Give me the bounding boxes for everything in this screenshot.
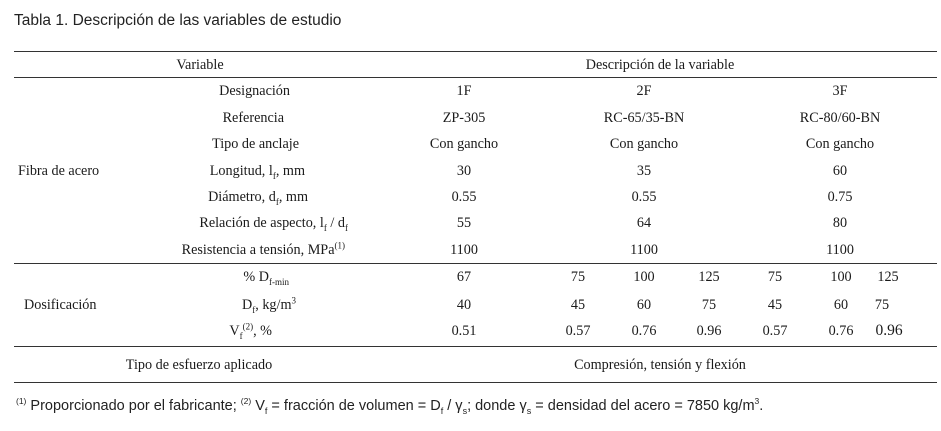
cell-vf-1F: 0.51: [451, 323, 477, 339]
cell-relacion-3: 80: [832, 215, 848, 231]
row-pct-dfmin-label: % $D_{f-min}$: [243, 269, 289, 287]
cell-designacion-3: 3F: [832, 83, 848, 99]
dosage-rule: [14, 346, 937, 347]
cell-pct-2F-c: 125: [698, 269, 720, 285]
header-rule: [14, 77, 937, 78]
row-resistencia-label: Resistencia a tensión, MPa$^{(1)}$: [181, 240, 345, 258]
cell-diametro-3: 0.75: [827, 189, 853, 205]
cell-longitud-1: 30: [456, 163, 472, 179]
cell-diametro-2: 0.55: [631, 189, 657, 205]
cell-df-2F-b: 60: [636, 297, 652, 313]
bottom-rule: [14, 382, 937, 383]
cell-vf-3F-a: 0.57: [762, 323, 788, 339]
group-fibra-label: Fibra de acero: [18, 163, 100, 179]
cell-df-3F-c: 75: [874, 297, 890, 313]
cell-pct-2F-b: 100: [633, 269, 655, 285]
row-longitud-label: Longitud, $l_f$, mm: [209, 163, 305, 181]
cell-referencia-1: ZP-305: [442, 110, 486, 126]
cell-designacion-1: 1F: [456, 83, 472, 99]
cell-relacion-1: 55: [456, 215, 472, 231]
cell-anclaje-3: Con gancho: [805, 136, 875, 152]
cell-anclaje-1: Con gancho: [429, 136, 499, 152]
row-df-label: $D_f$, $kg/m^3$: [241, 295, 296, 315]
cell-referencia-3: RC-80/60-BN: [799, 110, 881, 126]
cell-pct-2F-a: 75: [570, 269, 586, 285]
cell-df-2F-a: 45: [570, 297, 586, 313]
row-referencia-label: Referencia: [222, 110, 284, 126]
cell-designacion-2: 2F: [636, 83, 652, 99]
cell-resistencia-1: 1100: [450, 242, 478, 258]
cell-esfuerzo-value: Compresión, tensión y flexión: [574, 357, 746, 373]
cell-relacion-2: 64: [636, 215, 652, 231]
cell-longitud-2: 35: [636, 163, 652, 179]
group-dosificacion-label: Dosificación: [24, 297, 97, 313]
cell-vf-2F-a: 0.57: [565, 323, 591, 339]
cell-vf-2F-c: 0.96: [696, 323, 722, 339]
cell-pct-3F-c: 125: [877, 269, 899, 285]
cell-pct-3F-b: 100: [830, 269, 852, 285]
cell-vf-2F-b: 0.76: [631, 323, 657, 339]
row-relacion-label: Relación de aspecto, $l_f / d_f$: [199, 215, 348, 233]
header-variable: Variable: [176, 57, 224, 73]
cell-anclaje-2: Con gancho: [609, 136, 679, 152]
cell-df-1F: 40: [456, 297, 472, 313]
cell-vf-3F-b: 0.76: [828, 323, 854, 339]
cell-df-3F-b: 60: [833, 297, 849, 313]
cell-pct-3F-a: 75: [767, 269, 783, 285]
row-vf-label: $V_f^{(2)}$, %: [229, 321, 272, 341]
row-esfuerzo-label: Tipo de esfuerzo aplicado: [125, 357, 273, 373]
row-diametro-label: Diámetro, $d_f$, mm: [208, 189, 308, 207]
top-rule: [14, 51, 937, 52]
cell-df-2F-c: 75: [701, 297, 717, 313]
cell-resistencia-3: 1100: [826, 242, 854, 258]
cell-referencia-2: RC-65/35-BN: [603, 110, 685, 126]
cell-vf-3F-c: 0.96: [875, 322, 903, 339]
cell-diametro-1: 0.55: [451, 189, 477, 205]
row-designacion-label: Designación: [219, 83, 290, 99]
header-descripcion: Descripción de la variable: [585, 57, 735, 73]
row-anclaje-label: Tipo de anclaje: [212, 136, 299, 152]
cell-resistencia-2: 1100: [630, 242, 658, 258]
table-title: Tabla 1. Descripción de las variables de estudio: [14, 12, 342, 29]
cell-pct-1F: 67: [456, 269, 472, 285]
cell-df-3F-a: 45: [767, 297, 783, 313]
cell-longitud-3: 60: [832, 163, 848, 179]
table-footnote: $^{(1)}$ Proporcionado por el fabricante; $^{(2)}$ $V_f$ = fracción de volumen = $D_f / \gamma_s$; donde $\gamma_s$ = densidad del acero = 7850 $kg/m^3$.: [16, 396, 764, 416]
fiber-rule: [14, 263, 937, 264]
